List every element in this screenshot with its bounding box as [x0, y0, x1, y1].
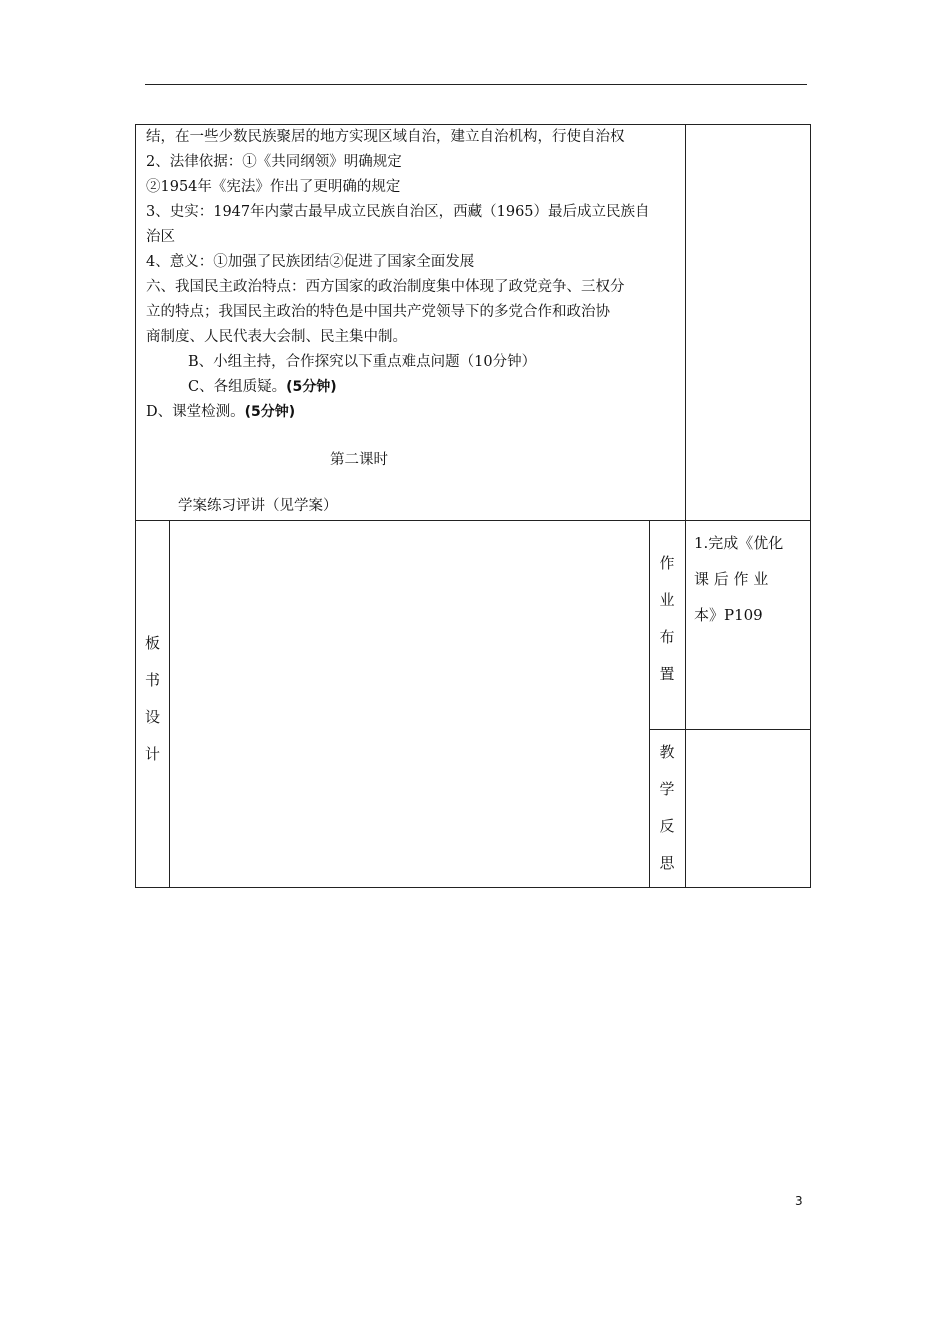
board-design-char: 书 [144, 671, 160, 689]
homework-label [649, 545, 685, 695]
board-design-char: 板 [144, 634, 160, 652]
reflection-label-char: 学 [659, 780, 675, 798]
step-d [146, 400, 295, 425]
content-line: 结，在一些少数民族聚居的地方实现区域自治，建立自治机构，行使自治权 [146, 129, 625, 145]
content-line: 2、法律依据：①《共同纲领》明确规定 [146, 154, 402, 170]
homework-label-char: 作 [659, 554, 675, 572]
homework-label-char: 业 [659, 591, 675, 609]
content-line: 4、意义：①加强了民族团结②促进了国家全面发展 [146, 254, 475, 270]
content-line: 立的特点；我国民主政治的特色是中国共产党领导下的多党合作和政治协 [146, 304, 610, 320]
content-line: 治区 [146, 229, 175, 245]
content-line: 六、我国民主政治特点：西方国家的政治制度集中体现了政党竞争、三权分 [146, 279, 625, 295]
board-design-char: 设 [144, 708, 160, 726]
content-line: ②1954年《宪法》作出了更明确的规定 [146, 179, 401, 195]
board-design-area [170, 521, 649, 887]
step-d-text: D、课堂检测。 [146, 404, 245, 420]
step-c-time: (5分钟) [286, 379, 337, 395]
homework-label-char: 置 [659, 665, 675, 683]
second-lesson-heading: 第二课时 [330, 452, 388, 468]
homework-content [686, 521, 810, 729]
reflection-label [649, 730, 685, 887]
reflection-label-char: 思 [659, 854, 675, 872]
step-b: B、小组主持，合作探究以下重点难点问题（10分钟） [188, 354, 537, 370]
homework-line: 1.完成《优化 [694, 534, 784, 552]
step-d-time: (5分钟) [244, 404, 296, 420]
page-number: 3 [795, 1194, 803, 1208]
teaching-content-cell [136, 125, 685, 520]
step-c-text: C、各组质疑。 [188, 379, 287, 395]
reflection-content [686, 730, 810, 887]
board-design-label [136, 625, 169, 775]
step-c [188, 375, 337, 400]
review-text: 学案练习评讲（见学案） [178, 498, 338, 514]
header-rule [145, 84, 807, 85]
homework-label-char: 布 [659, 628, 675, 646]
content-line: 3、史实：1947年内蒙古最早成立民族自治区，西藏（1965）最后成立民族自 [146, 204, 650, 220]
homework-line: 本》P109 [694, 606, 763, 624]
reflection-label-char: 教 [659, 743, 675, 761]
content-line: 商制度、人民代表大会制、民主集中制。 [146, 329, 407, 345]
lesson-plan-table [135, 124, 811, 888]
homework-line: 课 后 作 业 [694, 570, 769, 588]
reflection-label-char: 反 [659, 817, 675, 835]
board-design-char: 计 [144, 745, 160, 763]
